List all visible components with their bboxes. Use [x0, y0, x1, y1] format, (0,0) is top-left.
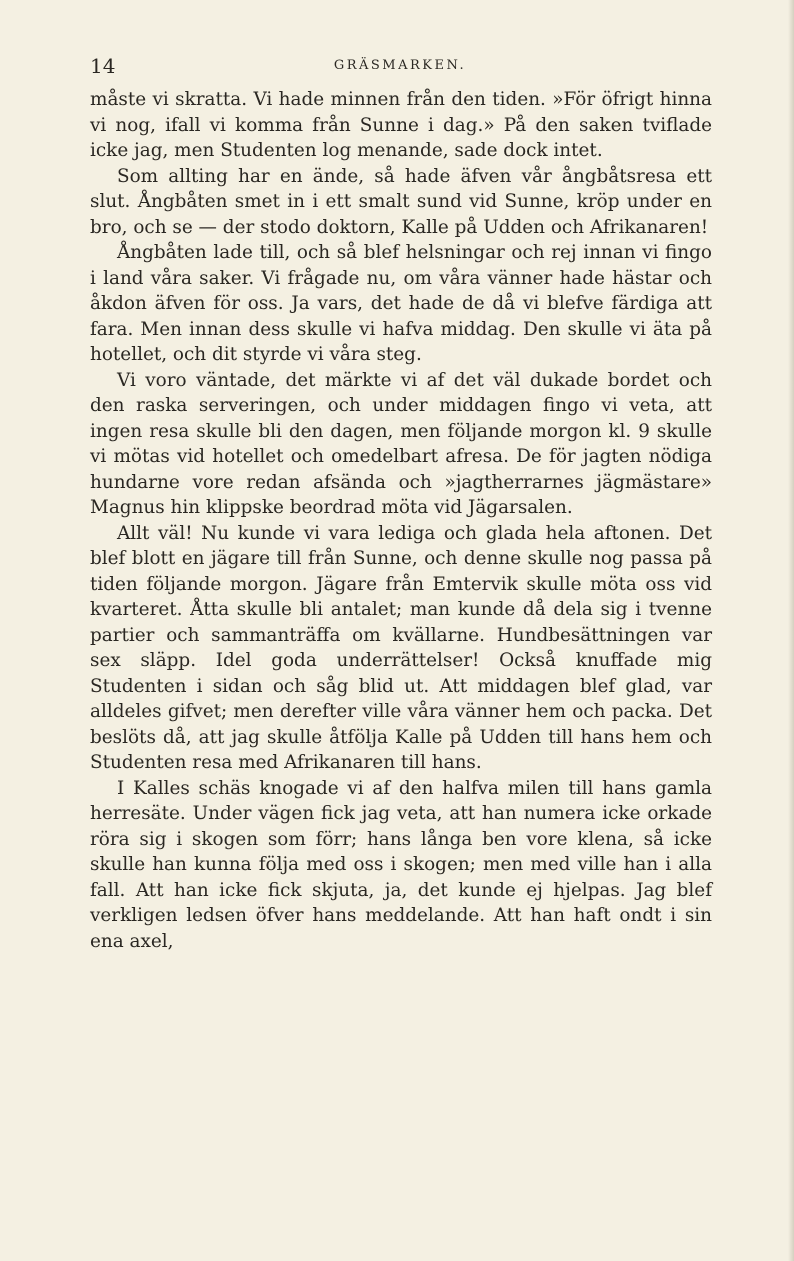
paragraph: I Kalles schäs knogade vi af den halfva milen till hans gamla herresäte. Under vägen fick jag veta, att han numera icke orkade röra sig i skogen som förr; hans långa ben vore klena, så icke skulle han kunna följa med oss i skogen; men med ville han i alla fall. Att han icke fick skjuta, ja, det kunde ej hjelpas. Jag blef verkligen ledsen öfver hans meddelande. Att han haft ondt i sin ena axel,	[90, 777, 712, 952]
page-edge-shadow	[788, 0, 794, 1261]
paragraph: Vi voro väntade, det märkte vi af det väl dukade bordet och den raska serveringen, och under middagen fingo vi veta, att ingen resa skulle bli den dagen, men följande morgon kl. 9 skulle vi mötas vid hotellet och omedelbart afresa. De för jagten nödiga hundarne vore redan afsända och »jagtherrarnes jägmästare» Magnus hin klippske beordrad möta vid Jägarsalen.	[90, 369, 712, 518]
paragraph: Som allting har en ände, så hade äfven vår ångbåtsresa ett slut. Ångbåten smet in i ett smalt sund vid Sunne, kröp under en bro, och se — der stodo doktorn, Kalle på Udden och Afrikanaren!	[90, 165, 712, 238]
page-header	[90, 54, 710, 80]
running-title: GRÄSMARKEN.	[333, 58, 467, 73]
body-text	[90, 87, 712, 954]
paragraph: måste vi skratta. Vi hade minnen från den tiden. »För öfrigt hinna vi nog, ifall vi komma från Sunne i dag.» På den saken tviflade icke jag, men Studenten log menande, sade dock intet.	[90, 89, 712, 161]
page-number: 14	[90, 54, 116, 78]
paragraph: Ångbåten lade till, och så blef helsningar och rej innan vi fingo i land våra saker. Vi frågade nu, om våra vänner hade hästar och åkdon äfven för oss. Ja vars, det hade de då vi blefve färdiga att fara. Men innan dess skulle vi hafva middag. Den skulle vi äta på hotellet, och dit styrde vi våra steg.	[90, 242, 712, 365]
paragraph: Allt väl! Nu kunde vi vara lediga och glada hela aftonen. Det blef blott en jägare till från Sunne, och denne skulle nog passa på tiden följande morgon. Jägare från Emtervik skulle möta oss vid kvarteret. Åtta skulle bli antalet; man kunde då dela sig i tvenne partier och sammanträffa om kvällarne. Hundbesättningen var sex släpp. Idel goda underrättelser! Också knuffade mig Studenten i sidan och såg blid ut. Att middagen blef glad, var alldeles gifvet; men derefter ville våra vänner hem och packa. Det beslöts då, att jag skulle åtfölja Kalle på Udden till hans hem och Studenten resa med Afrikanaren till hans.	[90, 522, 712, 773]
